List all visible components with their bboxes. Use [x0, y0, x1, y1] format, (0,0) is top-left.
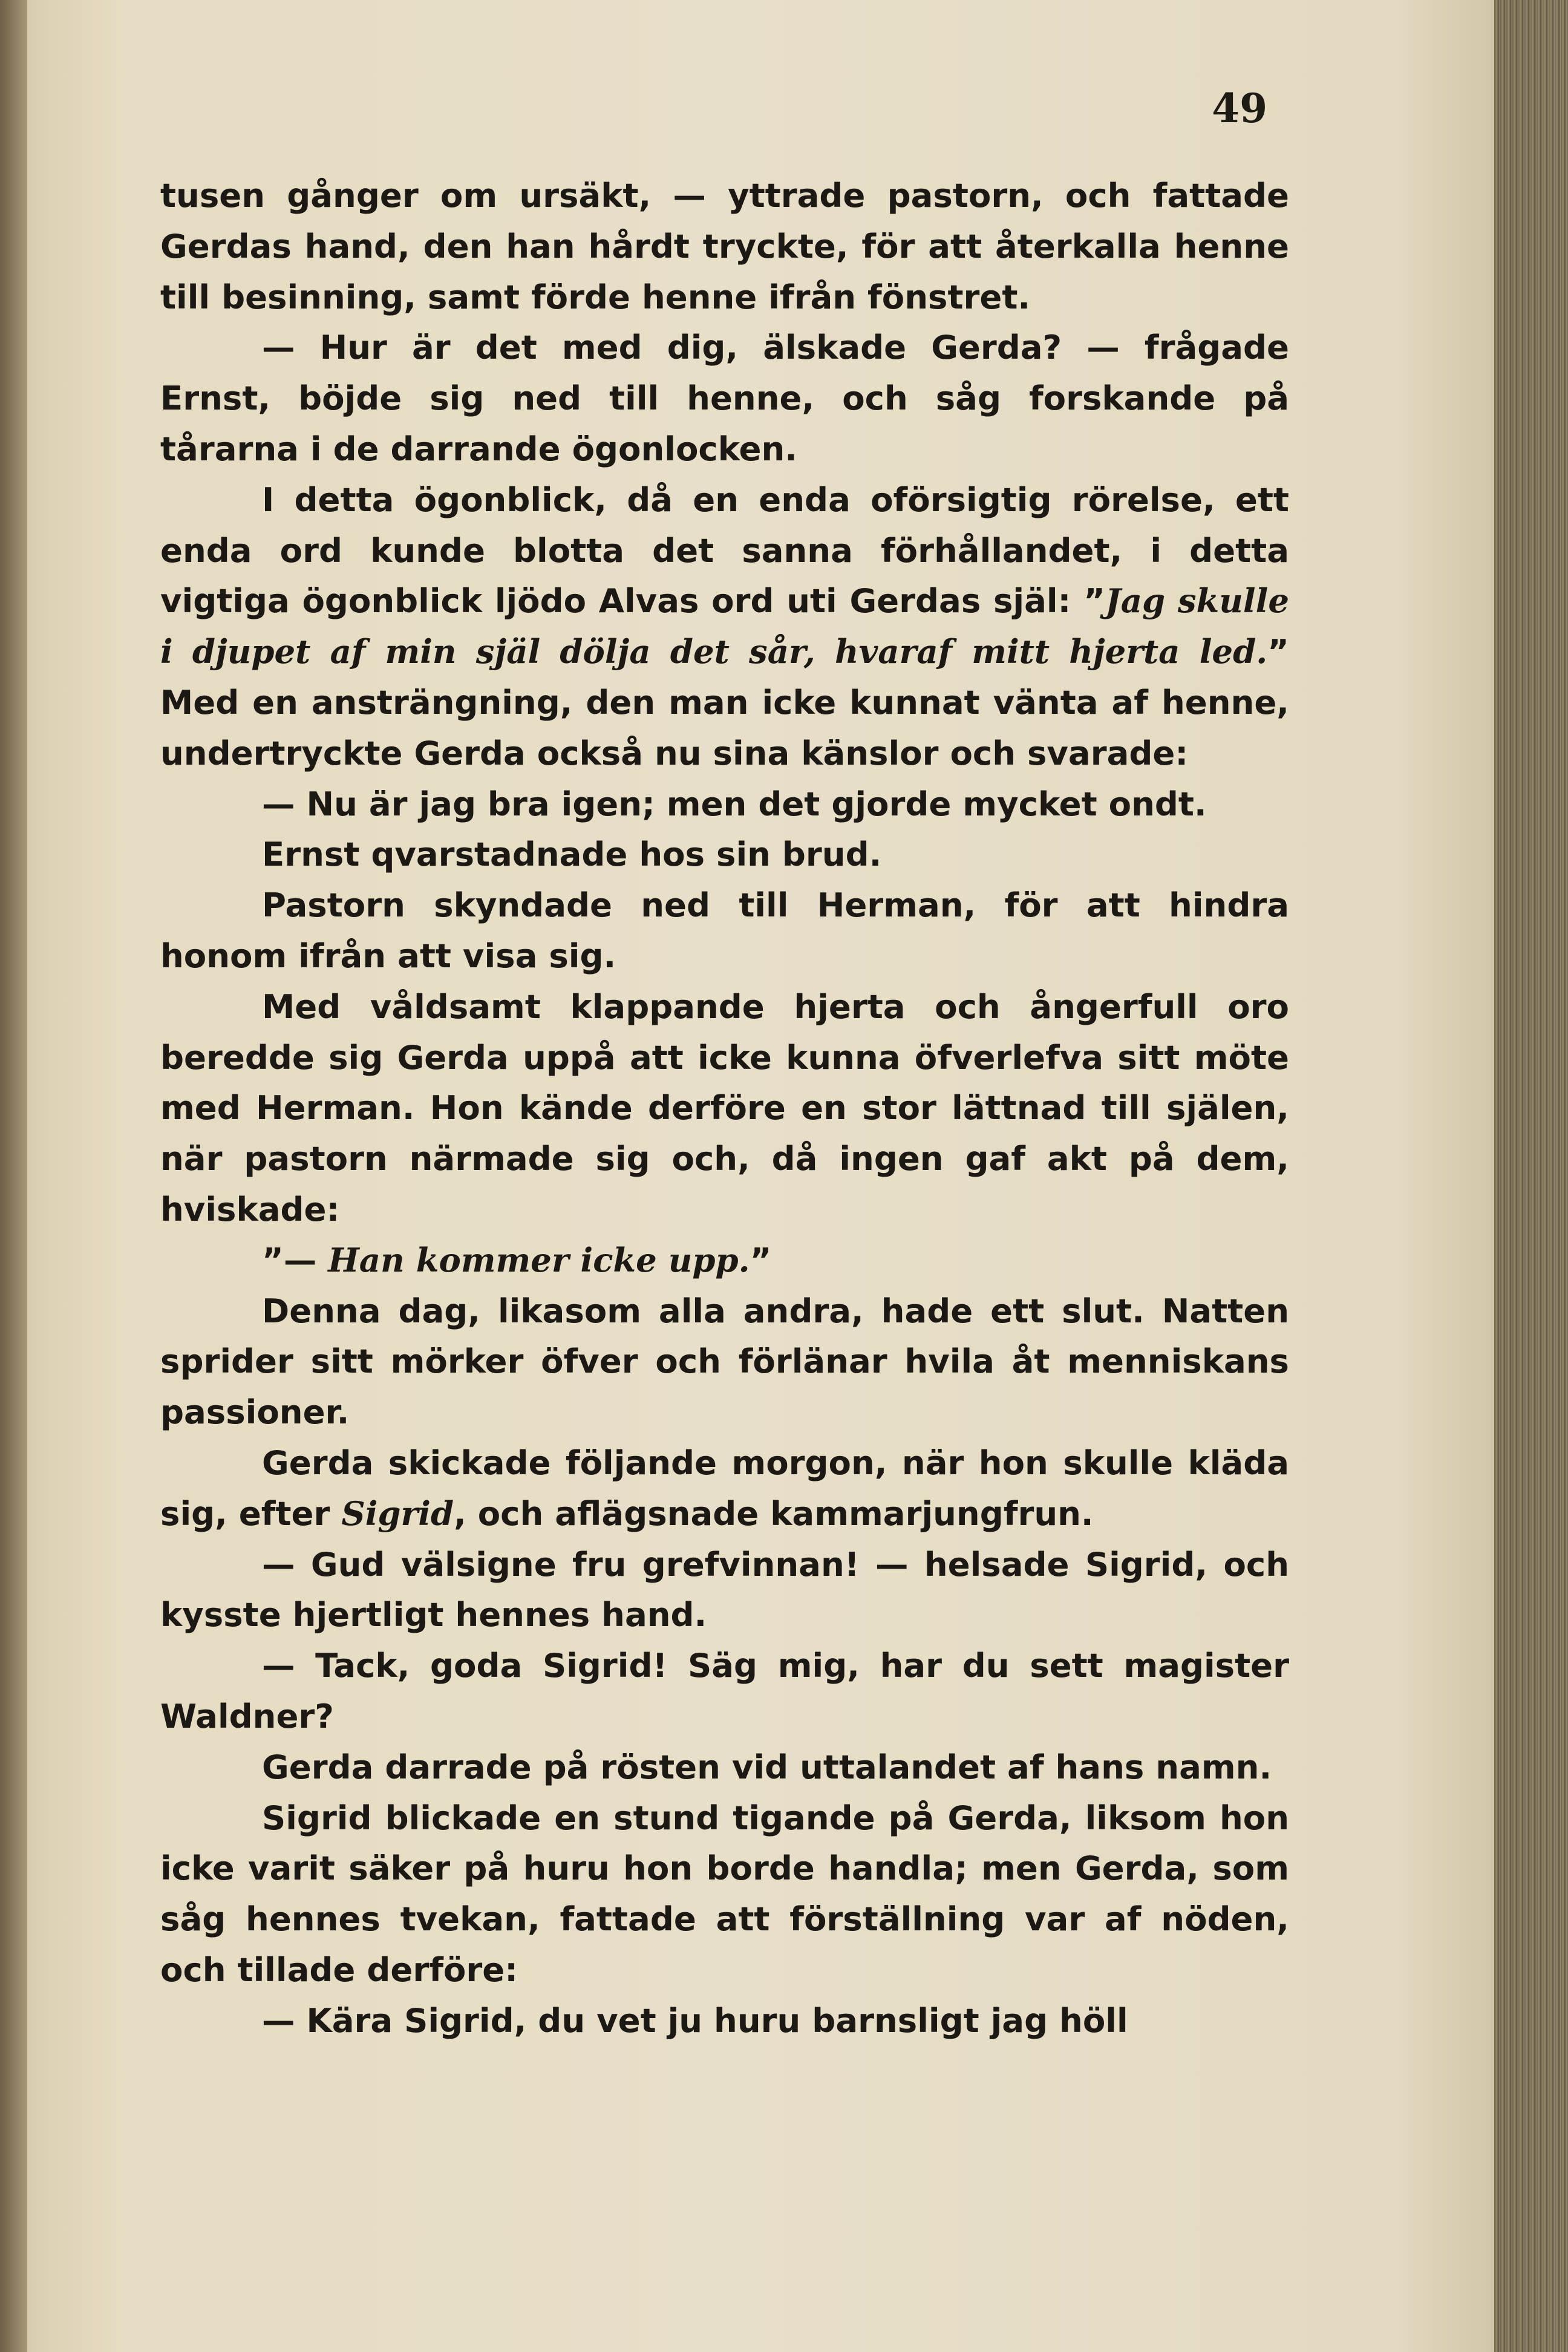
paragraph-text: ” Med en ansträngning, den man icke kunnat vänta af henne, undertryckte Gerda också nu sina känslor och svarade: — [160, 632, 1289, 773]
italic-quote: Jag skulle i djupet af min själ dölja det sår, hvaraf mitt hjerta led. — [160, 581, 1289, 671]
paragraph: Med våldsamt klappande hjerta och ångerfull oro beredde sig Gerda uppå att icke kunna öfverlefva sitt möte med Herman. Hon kände derföre en stor lättnad till själen, när pastorn närmade sig och, då ingen gaf akt på dem, hviskade: — [160, 987, 1289, 1229]
paragraph: Sigrid blickade en stund tigande på Gerda, liksom hon icke varit säker på huru hon borde handla; men Gerda, som såg hennes tvekan, fattade att förställning var af nöden, och tillade derföre: — [160, 1798, 1289, 1989]
paragraph-text: I detta ögonblick, då en enda oförsigtig rörelse, ett enda ord kunde blotta det sanna förhållandet, i detta vigtiga ögonblick ljödo Alvas ord uti Gerdas själ: ” — [160, 480, 1289, 621]
paragraph: Denna dag, likasom alla andra, hade ett slut. Natten sprider sitt mörker öfver och förlänar hvila åt menniskans passioner. — [160, 1291, 1289, 1432]
paragraph — [160, 1438, 1289, 1540]
paragraph: Pastorn skyndade ned till Herman, för att hindra honom ifrån att visa sig. — [160, 886, 1289, 975]
page-gutter — [0, 0, 27, 2352]
italic-name: Sigrid — [341, 1494, 454, 1533]
italic-quote: Han kommer icke upp. — [328, 1240, 750, 1279]
whispered-quote — [160, 1235, 1289, 1286]
paragraph: tusen gånger om ursäkt, — yttrade pastorn, och fattade Gerdas hand, den han hårdt tryckte, för att återkalla henne till besinning, samt förde henne ifrån fönstret. — [160, 176, 1289, 316]
paragraph: — Nu är jag bra igen; men det gjorde mycket ondt. — [262, 784, 1207, 823]
paragraph: — Kära Sigrid, du vet ju huru barnsligt jag höll — [262, 2001, 1128, 2040]
page-stack-edge — [1494, 0, 1568, 2352]
quote-mark: ”— — [262, 1240, 328, 1279]
quote-mark: ” — [750, 1240, 772, 1279]
paragraph-text: Gerda skickade följande morgon, när hon skulle kläda sig, efter — [160, 1443, 1289, 1533]
body-text — [160, 171, 1289, 2046]
paragraph: Ernst qvarstadnade hos sin brud. — [262, 835, 882, 874]
paragraph: — Gud välsigne fru grefvinnan! — helsade Sigrid, och kysste hjertligt hennes hand. — [160, 1544, 1289, 1635]
paragraph — [160, 475, 1289, 779]
paragraph: — Hur är det med dig, älskade Gerda? — frågade Ernst, böjde sig ned till henne, och såg forskande på tårarna i de darrande ögonlocken. — [160, 328, 1289, 468]
paragraph: — Tack, goda Sigrid! Säg mig, har du sett magister Waldner? — [160, 1646, 1289, 1736]
paragraph: Gerda darrade på rösten vid uttalandet af hans namn. — [262, 1747, 1272, 1786]
page-number: 49 — [1212, 85, 1267, 132]
paragraph-text: , och aflägsnade kammarjungfrun. — [454, 1494, 1094, 1533]
